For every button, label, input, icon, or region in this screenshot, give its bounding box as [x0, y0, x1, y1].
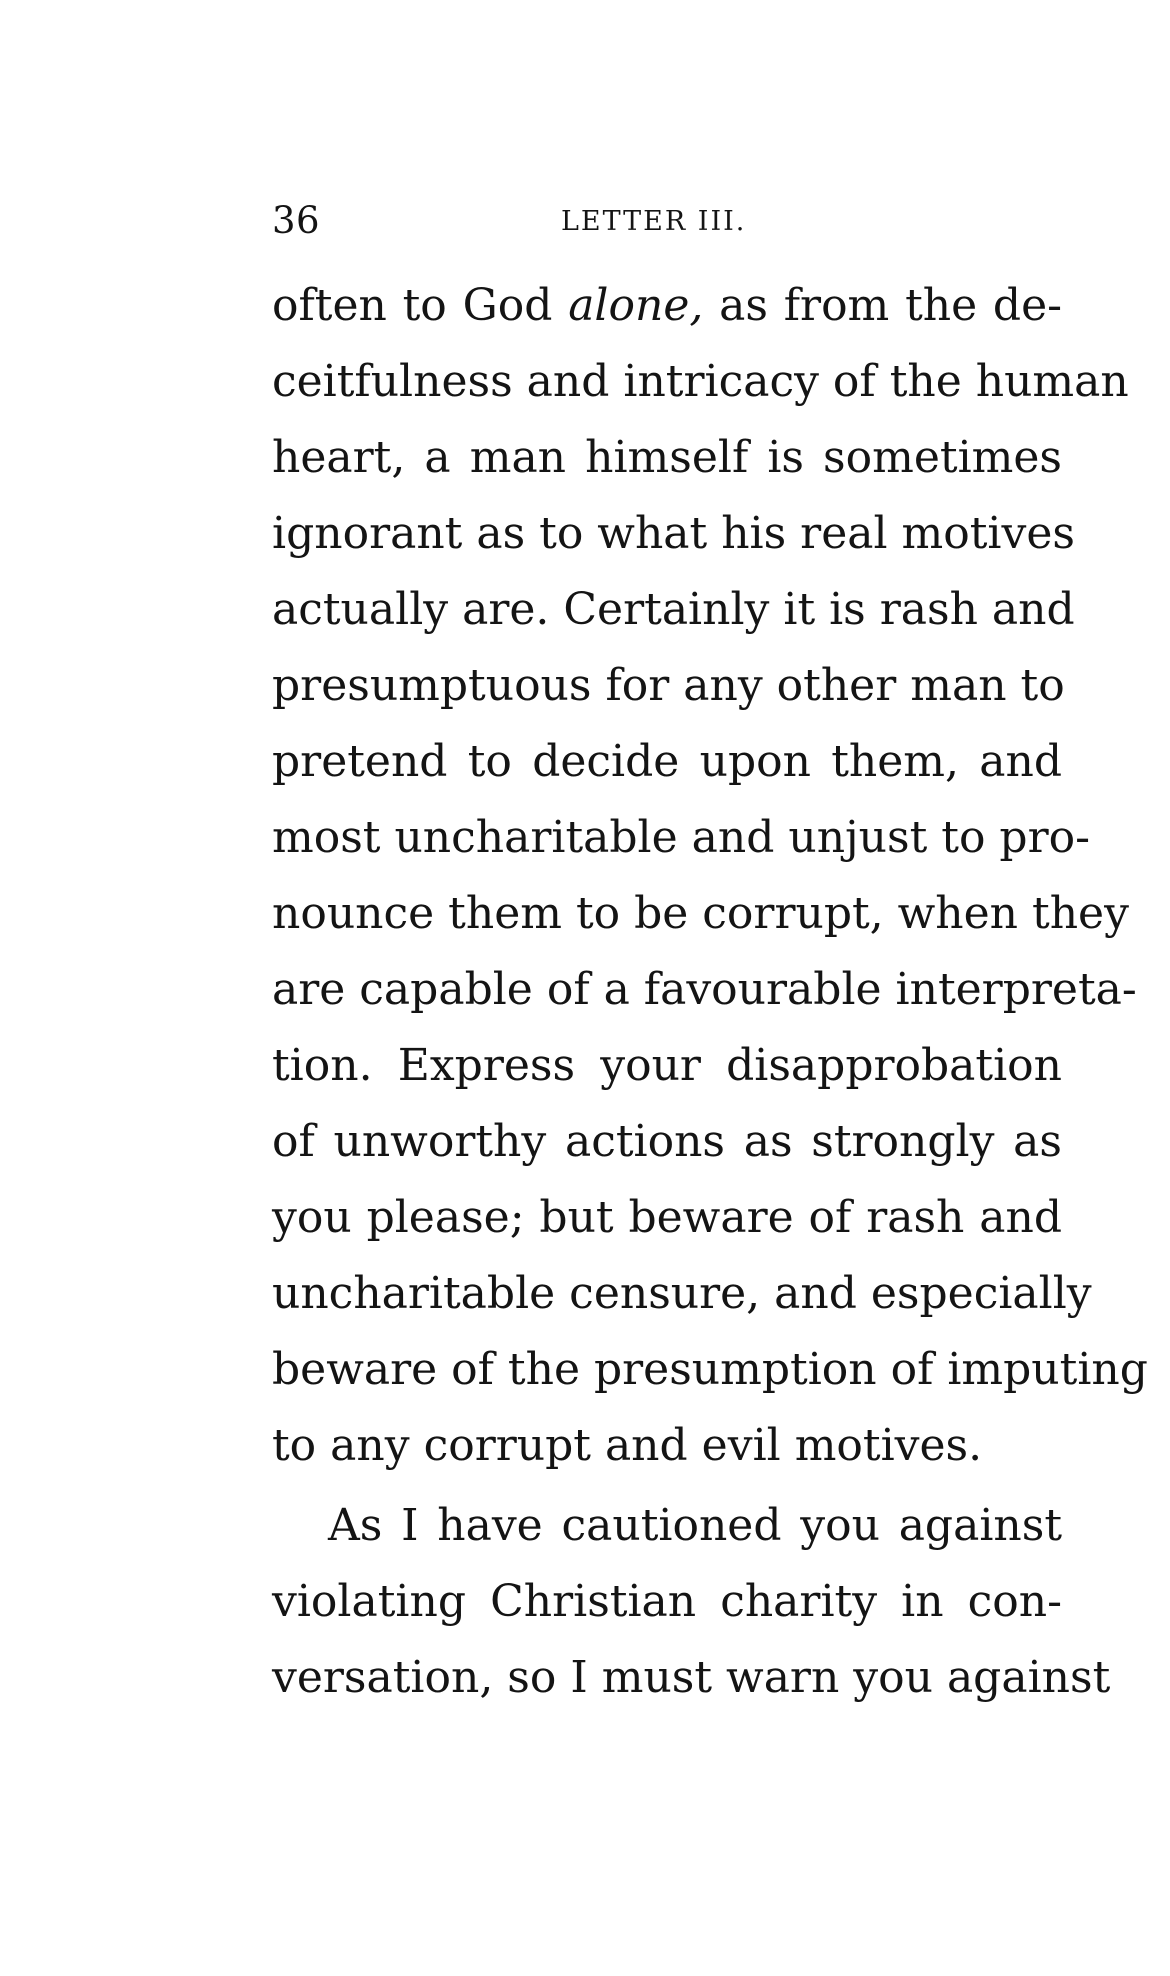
text-line-15: beware of the presumption of imputing	[272, 1344, 1148, 1395]
text-line-1-after: as from the de-	[703, 280, 1062, 331]
text-line-9: nounce them to be corrupt, when they	[272, 888, 1129, 939]
text-line-8: most uncharitable and unjust to pro-	[272, 812, 1090, 863]
text-line-4: ignorant as to what his real motives	[272, 508, 1075, 559]
text-line-10: are capable of a favourable interpreta-	[272, 964, 1137, 1015]
text-line-12: of unworthy actions as strongly as	[272, 1116, 1062, 1167]
text-line-2: ceitfulness and intricacy of the human	[272, 356, 1129, 407]
text-line-1-emphasis: alone,	[568, 280, 704, 331]
running-title: LETTER III.	[561, 206, 747, 237]
text-line-5: actually are. Certainly it is rash and	[272, 584, 1075, 635]
text-line-7: pretend to decide upon them, and	[272, 736, 1062, 787]
text-line-14: uncharitable censure, and especially	[272, 1268, 1092, 1319]
text-line-13: you please; but beware of rash and	[272, 1192, 1062, 1243]
text-line-1	[272, 268, 1062, 344]
text-line-18: violating Christian charity in con-	[272, 1576, 1062, 1627]
text-line-3: heart, a man himself is sometimes	[272, 432, 1062, 483]
page-number: 36	[272, 199, 321, 242]
paragraph-1	[272, 268, 1148, 1484]
text-line-16: to any corrupt and evil motives.	[272, 1420, 983, 1471]
text-line-1-before: often to God	[272, 280, 569, 331]
body-text	[272, 268, 1148, 1716]
text-line-6: presumptuous for any other man to	[272, 660, 1065, 711]
running-head	[272, 196, 1062, 246]
text-line-11: tion. Express your disapprobation	[272, 1040, 1062, 1091]
paragraph-2	[272, 1488, 1111, 1716]
text-line-19: versation, so I must warn you against	[272, 1652, 1111, 1703]
text-line-17: As I have cautioned you against	[328, 1500, 1062, 1551]
